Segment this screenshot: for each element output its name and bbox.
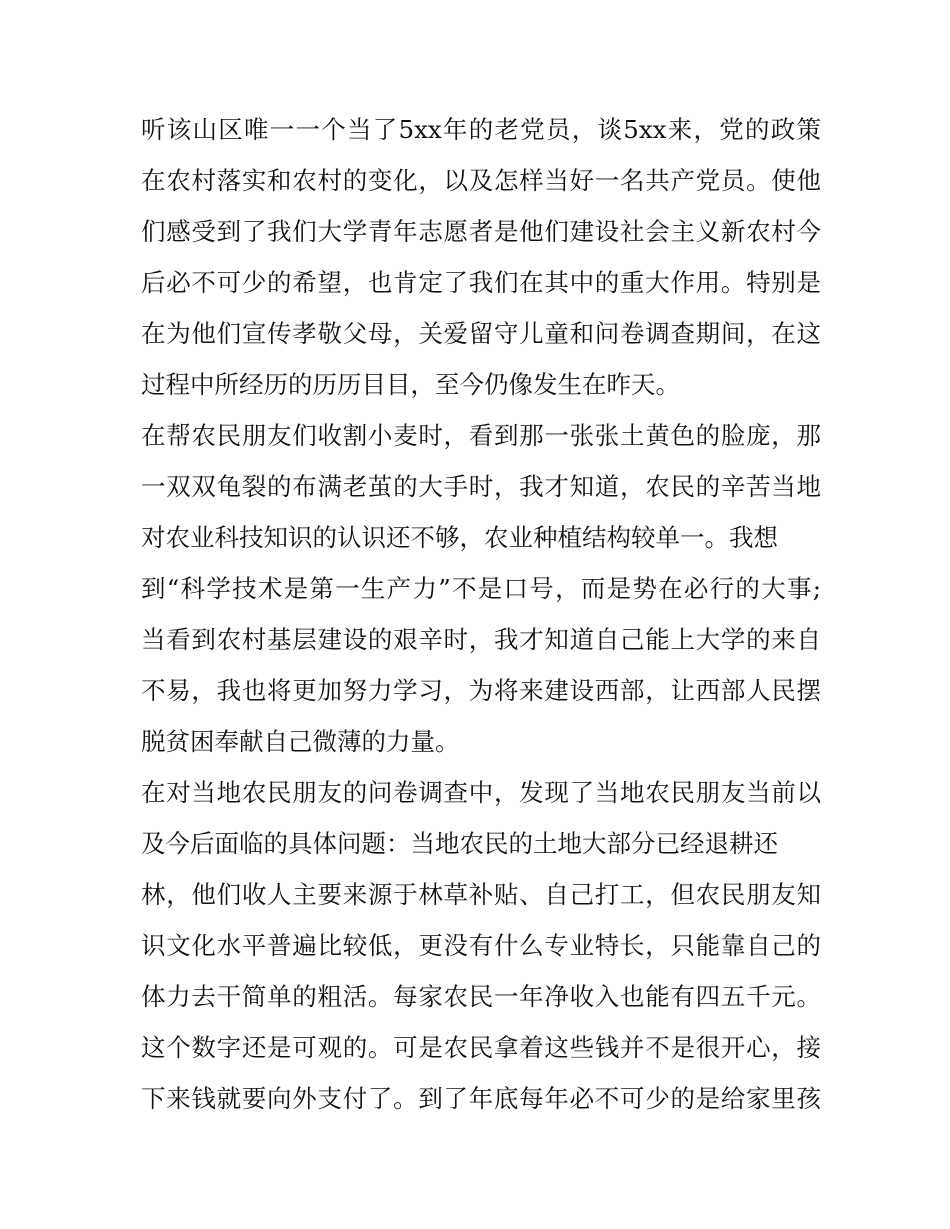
text-line: 在农村落实和农村的变化，以及怎样当好一名共产党员。使他 <box>141 166 821 195</box>
text-line: 听该山区唯一一个当了5xx年的老党员，谈5xx来，党的政策 <box>141 115 821 144</box>
text-line: 体力去干简单的粗活。每家农民一年净收入也能有四五千元。 <box>141 982 821 1011</box>
document-body <box>141 108 821 1128</box>
text-line: 脱贫困奉献自己微薄的力量。 <box>141 727 460 756</box>
text-line: 这个数字还是可观的。可是农民拿着这些钱并不是很开心，接 <box>141 1033 821 1062</box>
text-line: 过程中所经历的历历目目，至今仍像发生在昨天。 <box>141 370 680 399</box>
text-line: 在帮农民朋友们收割小麦时，看到那一张张土黄色的脸庞，那 <box>141 421 821 450</box>
text-line: 识文化水平普遍比较低，更没有什么专业特长，只能靠自己的 <box>141 931 821 960</box>
text-line: 后必不可少的希望，也肯定了我们在其中的重大作用。特别是 <box>141 268 821 297</box>
text-line: 林，他们收人主要来源于林草补贴、自己打工，但农民朋友知 <box>141 880 821 909</box>
text-line: 到“科学技术是第一生产力”不是口号，而是势在必行的大事; <box>141 574 821 603</box>
text-line: 下来钱就要向外支付了。到了年底每年必不可少的是给家里孩 <box>141 1084 821 1113</box>
text-line: 在为他们宣传孝敬父母，关爱留守儿童和问卷调查期间，在这 <box>141 319 821 348</box>
text-line: 及今后面临的具体问题：当地农民的土地大部分已经退耕还 <box>141 829 778 858</box>
text-line: 一双双龟裂的布满老茧的大手时，我才知道，农民的辛苦当地 <box>141 472 821 501</box>
text-line: 不易，我也将更加努力学习，为将来建设西部，让西部人民摆 <box>141 676 821 705</box>
text-line: 对农业科技知识的认识还不够，农业种植结构较单一。我想 <box>141 523 778 552</box>
text-line: 们感受到了我们大学青年志愿者是他们建设社会主义新农村今 <box>141 217 821 246</box>
text-line: 当看到农村基层建设的艰辛时，我才知道自己能上大学的来自 <box>141 625 821 654</box>
text-line: 在对当地农民朋友的问卷调查中，发现了当地农民朋友当前以 <box>141 778 821 807</box>
